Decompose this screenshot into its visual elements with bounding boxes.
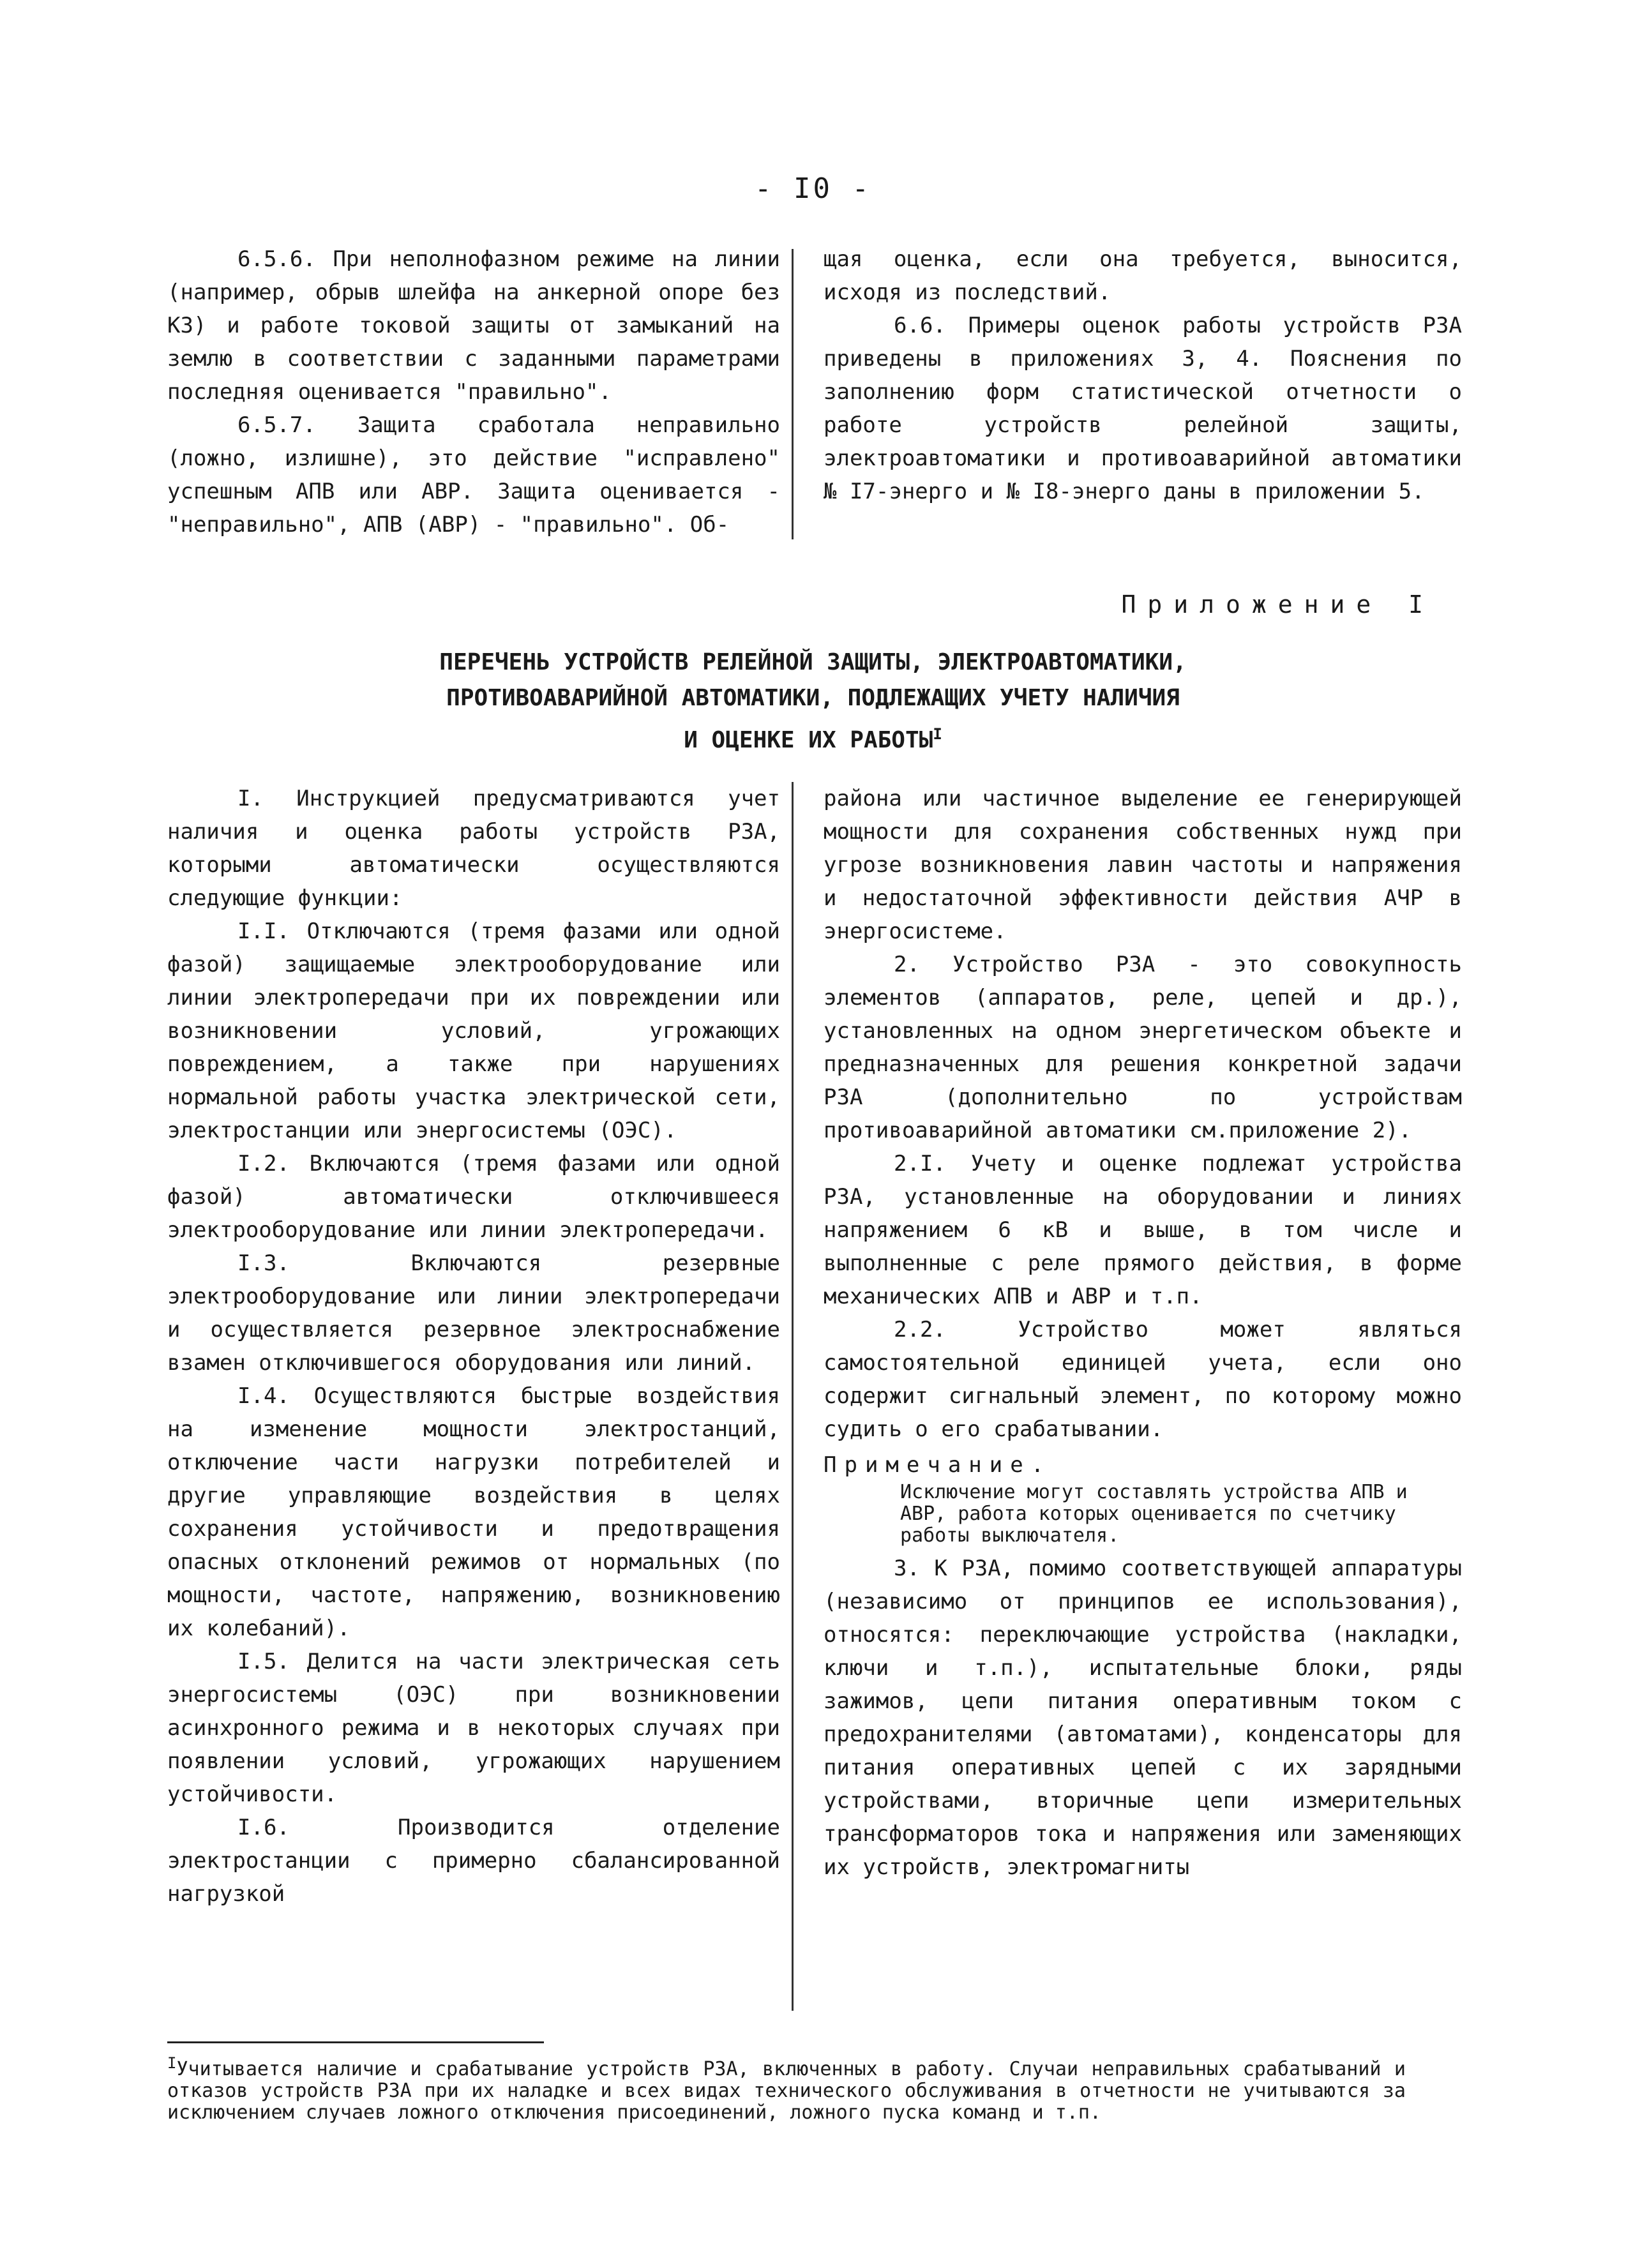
paragraph-6-6: 6.6. Примеры оценок работы устройств РЗА приведены в приложениях 3, 4. Пояснения по заполнению форм статистической отчетности о работе устройств релейной защиты, электроавтоматики и противоаварийной автоматики № I7-энерго и № I8-энерго даны в приложении 5. xyxy=(824,313,1462,504)
appendix-title xyxy=(0,645,1626,758)
footnote xyxy=(167,2052,1406,2124)
column-divider-top xyxy=(792,249,794,539)
paragraph-1-2: I.2. Включаются (тремя фазами или одной фазой) автоматически отключившееся электрооборудование или линии электропередачи. xyxy=(167,1151,780,1243)
paragraph-1-5: I.5. Делится на части электрическая сеть энергосистемы (ОЭС) при возникновении асинхронного режима и в некоторых случаях при появлении условий, угрожающих нарушением устойчивости. xyxy=(167,1649,780,1807)
title-footnote-mark: I xyxy=(933,725,942,743)
paragraph-1-6-continued: района или частичное выделение ее генерирующей мощности для сохранения собственных нужд при угрозе возникновения лавин частоты и напряжения и недостаточной эффективности действия АЧР в энергосистеме. xyxy=(824,786,1462,944)
column-divider-bottom xyxy=(792,782,794,2011)
note-label: Примечание. xyxy=(824,1452,1052,1478)
top-right-column xyxy=(824,243,1462,508)
title-line-3: И ОЦЕНКЕ ИХ РАБОТЫ xyxy=(684,727,933,753)
title-line-1: ПЕРЕЧЕНЬ УСТРОЙСТВ РЕЛЕЙНОЙ ЗАЩИТЫ, ЭЛЕКТРОАВТОМАТИКИ, xyxy=(439,649,1187,675)
note xyxy=(824,1448,1462,1547)
paragraph-6-5-6: 6.5.6. При неполнофазном режиме на линии (например, обрыв шлейфа на анкерной опоре без КЗ) и работе токовой защиты от замыканий на землю в соответствии с заданными параметрами последняя оценивается "правильно". xyxy=(167,246,780,405)
paragraph-1-6: I.6. Производится отделение электростанции с примерно сбалансированной нагрузкой xyxy=(167,1815,780,1907)
paragraph-6-5-7-continued: щая оценка, если она требуется, выносится, исходя из последствий. xyxy=(824,246,1462,305)
paragraph-2-1: 2.I. Учету и оценке подлежат устройства РЗА, установленные на оборудовании и линиях напряжением 6 кВ и выше, в том числе и выполненные с реле прямого действия, в форме механических АПВ и АВР и т.п. xyxy=(824,1151,1462,1309)
paragraph-3: 3. К РЗА, помимо соответствующей аппаратуры (независимо от принципов ее использования), относятся: переключающие устройства (накладки, ключи и т.п.), испытательные блоки, ряды зажимов, цепи питания оперативным током с предохранителями (автоматами), конденсаторы для питания оперативных цепей с их зарядными устройствами, вторичные цепи измерительных трансформаторов тока и напряжения или заменяющих их устройств, электромагниты xyxy=(824,1556,1462,1880)
footnote-rule xyxy=(167,2041,544,2043)
top-left-column xyxy=(167,243,780,541)
bottom-left-column xyxy=(167,782,780,1911)
footnote-mark: I xyxy=(167,2054,177,2072)
paragraph-2-2: 2.2. Устройство может являться самостоятельной единицей учета, если оно содержит сигнальный элемент, по которому можно судить о его срабатывании. xyxy=(824,1317,1462,1442)
paragraph-1-1: I.I. Отключаются (тремя фазами или одной фазой) защищаемые электрооборудование или линии электропередачи при их повреждении или возникновении условий, угрожающих повреждением, а также при нарушениях нормальной работы участка электрической сети, электростанции или энергосистемы (ОЭС). xyxy=(167,919,780,1143)
paragraph-1: I. Инструкцией предусматриваются учет наличия и оценка работы устройств РЗА, которыми автоматически осуществляются следующие функции: xyxy=(167,786,780,911)
paragraph-2: 2. Устройство РЗА - это совокупность элементов (аппаратов, реле, цепей и др.), установленных на одном энергетическом объекте и предназначенных для решения конкретной задачи РЗА (дополнительно по устройствам противоаварийной автоматики см.приложение 2). xyxy=(824,952,1462,1143)
paragraph-6-5-7: 6.5.7. Защита сработала неправильно (ложно, излишне), это действие "исправлено" успешным АПВ или АВР. Защита оценивается - "неправильно", АПВ (АВР) - "правильно". Об- xyxy=(167,412,780,537)
title-line-2: ПРОТИВОАВАРИЙНОЙ АВТОМАТИКИ, ПОДЛЕЖАЩИХ УЧЕТУ НАЛИЧИЯ xyxy=(446,685,1180,711)
appendix-label: Приложение I xyxy=(1121,590,1434,619)
paragraph-1-3: I.3. Включаются резервные электрооборудование или линии электропередачи и осуществляется резервное электроснабжение взамен отключившегося оборудования или линий. xyxy=(167,1250,780,1376)
note-body: Исключение могут составлять устройства АПВ и АВР, работа которых оценивается по счетчику работы выключателя. xyxy=(900,1481,1408,1547)
paragraph-1-4: I.4. Осуществляются быстрые воздействия на изменение мощности электростанций, отключение части нагрузки потребителей и другие управляющие воздействия в целях сохранения устойчивости и предотвращения опасных отклонений режимов от нормальных (по мощности, частоте, напряжению, возникновению их колебаний). xyxy=(167,1383,780,1641)
bottom-right-column xyxy=(824,782,1462,1884)
footnote-text: Учитывается наличие и срабатывание устройств РЗА, включенных в работу. Случаи неправильных срабатываний и отказов устройств РЗА при их наладке и всех видах технического обслуживания в отчетности не учитываются за исключением случаев ложного отключения присоединений, ложного пуска команд и т.п. xyxy=(167,2058,1406,2124)
page-number: - I0 - xyxy=(755,172,871,205)
